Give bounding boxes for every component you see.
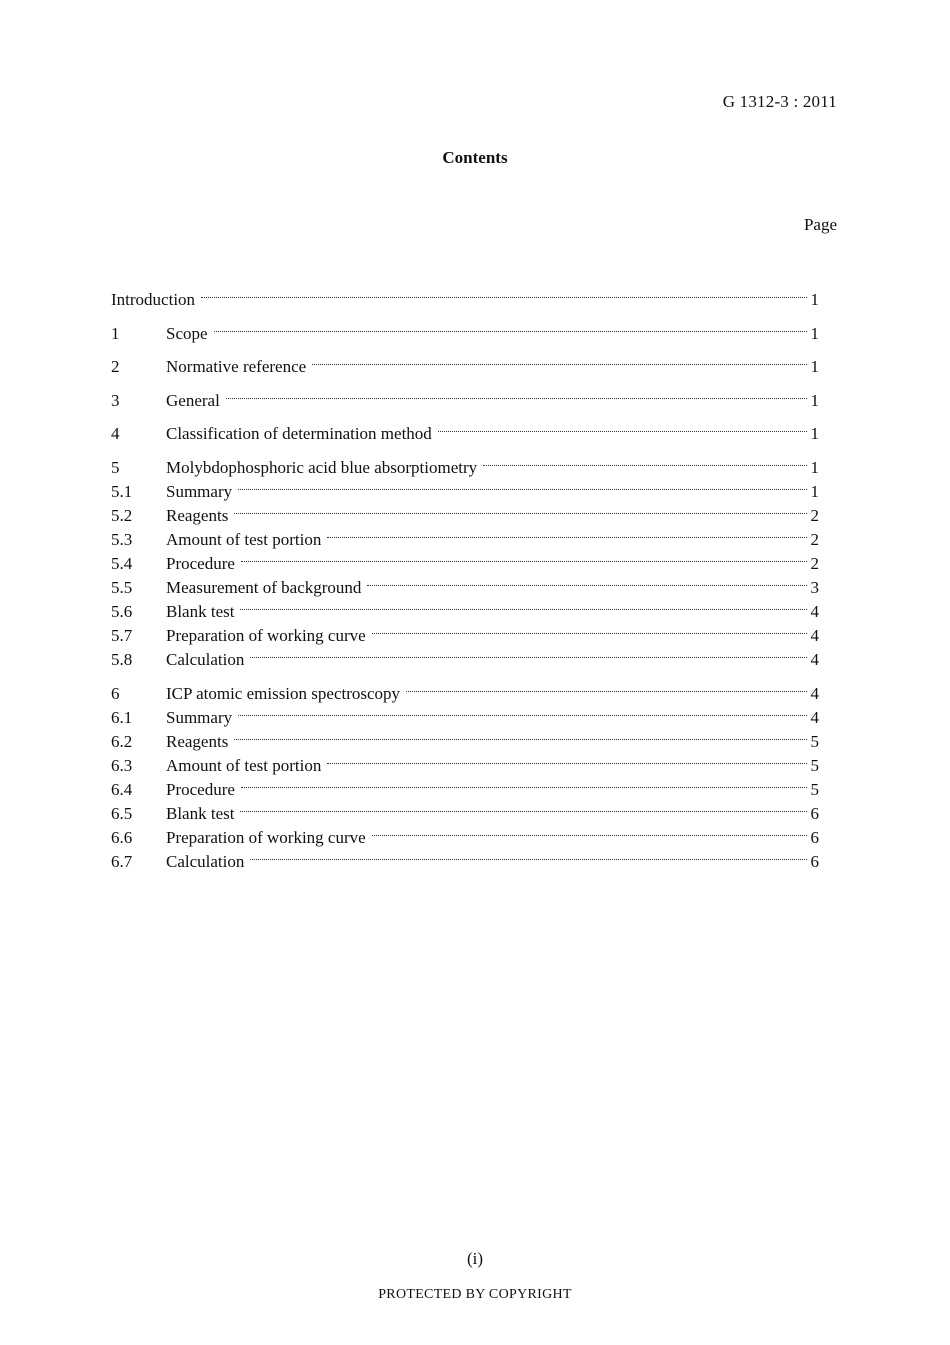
toc-entry-title: Calculation	[166, 851, 245, 871]
toc-entry-page: 6	[810, 803, 819, 823]
toc-entry-number: 3	[111, 390, 120, 410]
toc-entry-page: 2	[810, 553, 819, 573]
toc-entry-number: 5.5	[111, 577, 133, 597]
toc-entry-page: 4	[810, 683, 819, 703]
toc-entry[interactable]	[111, 449, 819, 477]
toc-entry-page: 4	[810, 625, 819, 645]
toc-entry-page: 4	[810, 601, 819, 621]
toc-dot-leader	[483, 449, 806, 473]
toc-entry-number: 5.3	[111, 529, 133, 549]
toc-entry-number: 5.7	[111, 625, 133, 645]
toc-entry-number: 6.5	[111, 803, 133, 823]
toc-entry-number: 6	[111, 683, 120, 703]
toc-entry-page: 4	[810, 707, 819, 727]
toc-entry-page: 6	[810, 827, 819, 847]
toc-dot-leader	[241, 545, 807, 569]
page-column-label: Page	[803, 215, 837, 234]
toc-entry-title: Calculation	[166, 649, 245, 669]
toc-entry-title: Measurement of background	[166, 577, 362, 597]
toc-dot-leader	[234, 497, 806, 521]
toc-entry[interactable]	[111, 281, 819, 309]
toc-entry-title: Reagents	[166, 731, 229, 751]
toc-dot-leader	[238, 473, 806, 497]
toc-entry[interactable]	[111, 675, 819, 703]
toc-entry-page: 5	[810, 731, 819, 751]
toc-entry-number: 6.7	[111, 851, 133, 871]
toc-entry-page: 3	[810, 577, 819, 597]
toc-dot-leader	[372, 617, 807, 641]
toc-entry-number: 6.4	[111, 779, 133, 799]
toc-entry-page: 1	[810, 390, 819, 410]
toc-entry-number: 5.2	[111, 505, 133, 525]
toc-entry-title: Reagents	[166, 505, 229, 525]
toc-entry-title: Summary	[166, 481, 233, 501]
toc-entry-title: Amount of test portion	[166, 529, 322, 549]
toc-entry-page: 2	[810, 505, 819, 525]
toc-dot-leader	[240, 593, 806, 617]
toc-entry[interactable]	[111, 415, 819, 444]
toc-entry-title: Molybdophosphoric acid blue absorptiometry	[166, 457, 478, 477]
toc-dot-leader	[241, 771, 807, 795]
toc-entry-title: Scope	[166, 323, 208, 343]
toc-entry-title: ICP atomic emission spectroscopy	[166, 683, 401, 703]
toc-dot-leader	[201, 281, 806, 305]
copyright-notice: PROTECTED BY COPYRIGHT	[378, 1287, 572, 1302]
toc-entry-number: 5.8	[111, 649, 133, 669]
toc-entry-page: 1	[810, 290, 819, 309]
toc-entry-number: 5.6	[111, 601, 133, 621]
toc-dot-leader	[406, 675, 806, 699]
toc-entry-number: 5.1	[111, 481, 133, 501]
page-title: Contents	[442, 148, 508, 167]
toc-entry-page: 1	[810, 323, 819, 343]
toc-entry-title: Summary	[166, 707, 233, 727]
toc-dot-leader	[250, 641, 806, 665]
toc-entry-page: 1	[810, 424, 819, 444]
toc-entry-page: 1	[810, 457, 819, 477]
toc-entry-title: Blank test	[166, 601, 235, 621]
toc-entry-page: 1	[810, 481, 819, 501]
toc-dot-leader	[226, 382, 807, 406]
toc-entry-page: 5	[810, 755, 819, 775]
footer-page-number: (i)	[466, 1249, 484, 1268]
toc-entry-title: Procedure	[166, 553, 235, 573]
toc-entry-title: Preparation of working curve	[166, 625, 366, 645]
toc-dot-leader	[367, 569, 806, 593]
toc-entry-number: 6.2	[111, 731, 133, 751]
toc-entry-title: Classification of determination method	[166, 424, 432, 444]
toc-entry-title: Blank test	[166, 803, 235, 823]
toc-entry-number: 5.4	[111, 553, 133, 573]
table-of-contents	[111, 281, 819, 871]
toc-entry-title: Introduction	[111, 290, 196, 309]
toc-entry-title: Amount of test portion	[166, 755, 322, 775]
toc-dot-leader	[214, 315, 807, 339]
toc-entry-page: 1	[810, 357, 819, 377]
toc-dot-leader	[327, 747, 806, 771]
toc-entry-number: 2	[111, 357, 120, 377]
toc-entry-number: 4	[111, 424, 120, 444]
toc-entry[interactable]	[111, 382, 819, 410]
toc-entry-number: 1	[111, 323, 120, 343]
toc-dot-leader	[372, 819, 807, 843]
toc-entry-page: 5	[810, 779, 819, 799]
document-id: G 1312-3 : 2011	[722, 92, 837, 111]
toc-entry-page: 6	[810, 851, 819, 871]
toc-entry-number: 6.6	[111, 827, 133, 847]
toc-entry-number: 6.3	[111, 755, 133, 775]
toc-dot-leader	[234, 723, 806, 747]
toc-entry-number: 6.1	[111, 707, 133, 727]
toc-entry-page: 4	[810, 649, 819, 669]
toc-entry-page: 2	[810, 529, 819, 549]
toc-dot-leader	[238, 699, 806, 723]
toc-entry[interactable]	[111, 348, 819, 377]
toc-entry-title: General	[166, 390, 220, 410]
toc-entry[interactable]	[111, 315, 819, 343]
toc-dot-leader	[438, 415, 807, 439]
toc-entry-title: Procedure	[166, 779, 235, 799]
toc-dot-leader	[240, 795, 806, 819]
toc-dot-leader	[327, 521, 806, 545]
toc-entry-number: 5	[111, 457, 120, 477]
toc-entry-title: Preparation of working curve	[166, 827, 366, 847]
toc-dot-leader	[250, 843, 806, 867]
toc-entry-title: Normative reference	[166, 357, 307, 377]
toc-dot-leader	[312, 348, 806, 372]
